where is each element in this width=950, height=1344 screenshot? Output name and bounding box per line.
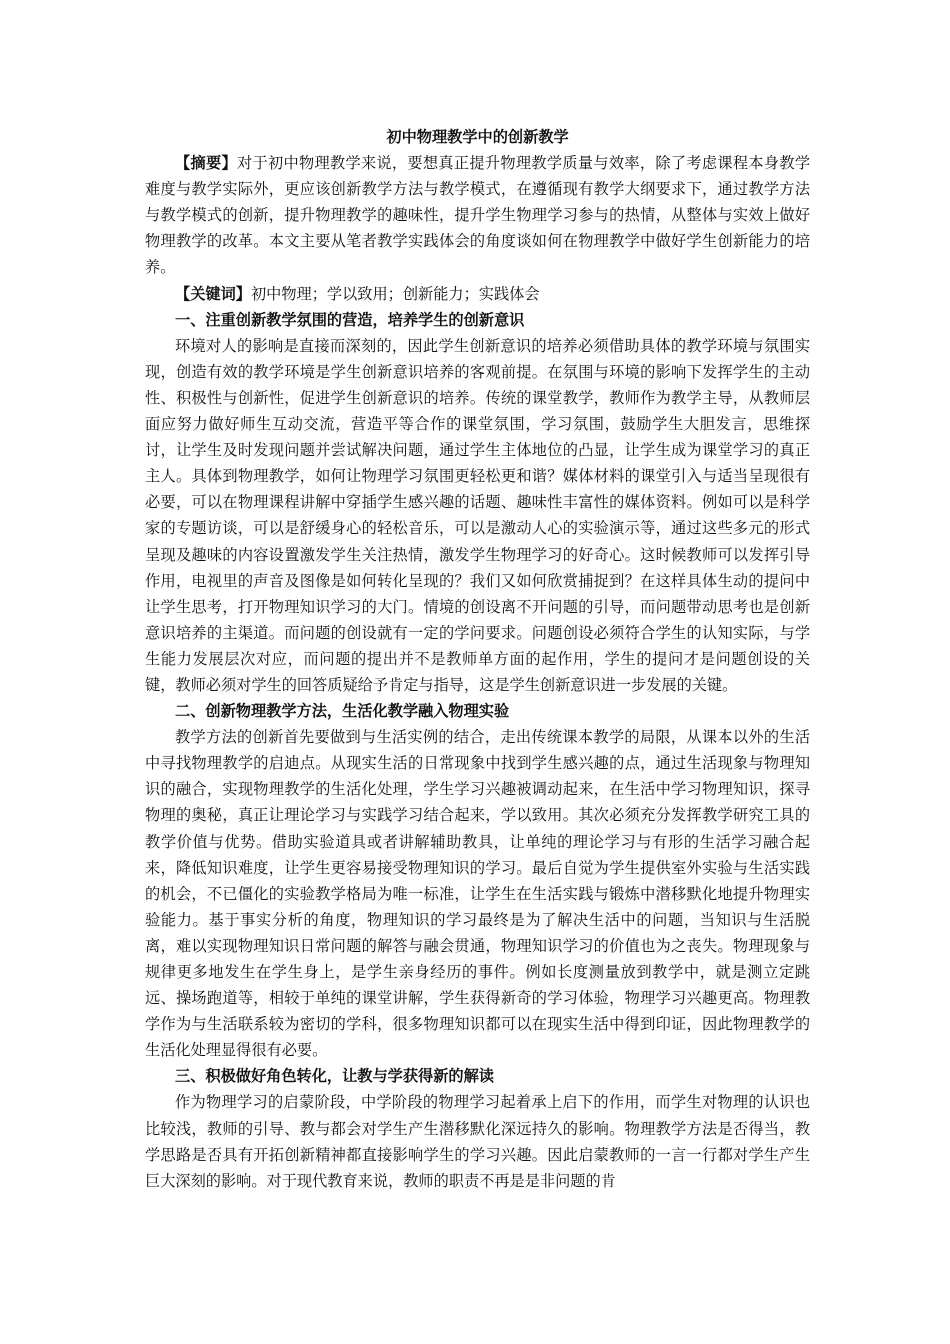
section-heading-2: 二、创新物理教学方法，生活化教学融入物理实验 bbox=[175, 702, 510, 721]
keywords-text: 初中物理；学以致用；创新能力；实践体会 bbox=[250, 284, 540, 303]
abstract-text: 对于初中物理教学来说，要想真正提升物理教学质量与效率，除了考虑课程本身教学难度与教学实际外，更应该创新教学方法与教学模式，在遵循现有教学大纲要求下，通过教学方法与教学模式的创新，提升物理教学的趣味性，提升学生物理学习参与的热情，从整体与实效上做好物理教学的改革。本文主要从笔者教学实践体会的角度谈如何在物理教学中做好学生创新能力的培养。 bbox=[145, 154, 811, 277]
section-heading-3: 三、积极做好角色转化，让教与学获得新的解读 bbox=[175, 1067, 494, 1086]
keywords-paragraph bbox=[145, 281, 810, 307]
abstract-paragraph bbox=[145, 150, 810, 280]
section-body-1: 环境对人的影响是直接而深刻的，因此学生创新意识的培养必须借助具体的教学环境与氛围实现，创造有效的教学环境是学生创新意识培养的客观前提。在氛围与环境的影响下发挥学生的主动性、积极性与创新性，促进学生创新意识的培养。传统的课堂教学，教师作为教学主导，从教师层面应努力做好师生互动交流，营造平等合作的课堂氛围，学习氛围，鼓励学生大胆发言，思维探讨，让学生及时发现问题并尝试解决问题，通过学生主体地位的凸显，让学生成为课堂学习的真正主人。具体到物理教学，如何让物理学习氛围更轻松更和谐？媒体材料的课堂引入与适当呈现很有必要，可以在物理课程讲解中穿插学生感兴趣的话题、趣味性丰富性的媒体资料。例如可以是科学家的专题访谈，可以是舒缓身心的轻松音乐，可以是激动人心的实验演示等，通过这些多元的形式呈现及趣味的内容设置激发学生关注热情，激发学生物理学习的好奇心。这时候教师可以发挥引导作用，电视里的声音及图像是如何转化呈现的？我们又如何欣赏捕捉到？在这样具体生动的提问中让学生思考，打开物理知识学习的大门。情境的创设离不开问题的引导，而问题带动思考也是创新意识培养的主渠道。而问题的创设就有一定的学问要求。问题创设必须符合学生的认知实际，与学生能力发展层次对应，而问题的提出并不是教师单方面的起作用，学生的提问才是问题创设的关键，教师必须对学生的回答质疑给予肯定与指导，这是学生创新意识进一步发展的关键。 bbox=[145, 336, 810, 694]
section-body-3: 作为物理学习的启蒙阶段，中学阶段的物理学习起着承上启下的作用，而学生对物理的认识也比较浅，教师的引导、教与都会对学生产生潜移默化深远持久的影响。物理教学方法是否得当，教学思路是否具有开拓创新精神都直接影响学生的学习兴趣。因此启蒙教师的一言一行都对学生产生巨大深刻的影响。对于现代教育来说，教师的职责不再是是非问题的肯 bbox=[145, 1093, 810, 1190]
document-page bbox=[145, 124, 810, 1194]
document-title: 初中物理教学中的创新教学 bbox=[386, 128, 569, 146]
keywords-label: 【关键词】 bbox=[175, 284, 251, 303]
section-body-2: 教学方法的创新首先要做到与生活实例的结合，走出传统课本教学的局限，从课本以外的生活中寻找物理教学的启迪点。从现实生活的日常现象中找到学生感兴趣的点，通过生活现象与物理知识的融合，实现物理教学的生活化处理，学生学习兴趣被调动起来，在生活中学习物理知识，探寻物理的奥秘，真正让理论学习与实践学习结合起来，学以致用。其次必须充分发挥教学研究工具的教学价值与优势。借助实验道具或者讲解辅助教具，让单纯的理论学习与有形的生活学习融合起来，降低知识难度，让学生更容易接受物理知识的学习。最后自觉为学生提供室外实验与生活实践的机会，不已僵化的实验教学格局为唯一标准，让学生在生活实践与锻炼中潜移默化地提升物理实验能力。基于事实分析的角度，物理知识的学习最终是为了解决生活中的问题，当知识与生活脱离，难以实现物理知识日常问题的解答与融会贯通，物理知识学习的价值也为之丧失。物理现象与规律更多地发生在学生身上，是学生亲身经历的事件。例如长度测量放到教学中，就是测立定跳远、操场跑道等，相较于单纯的课堂讲解，学生获得新奇的学习体验，物理学习兴趣更高。物理教学作为与生活联系较为密切的学科，很多物理知识都可以在现实生活中得到印证，因此物理教学的生活化处理显得很有必要。 bbox=[145, 728, 810, 1060]
section-heading-1: 一、注重创新教学氛围的营造，培养学生的创新意识 bbox=[175, 310, 525, 329]
abstract-label: 【摘要】 bbox=[175, 154, 237, 173]
